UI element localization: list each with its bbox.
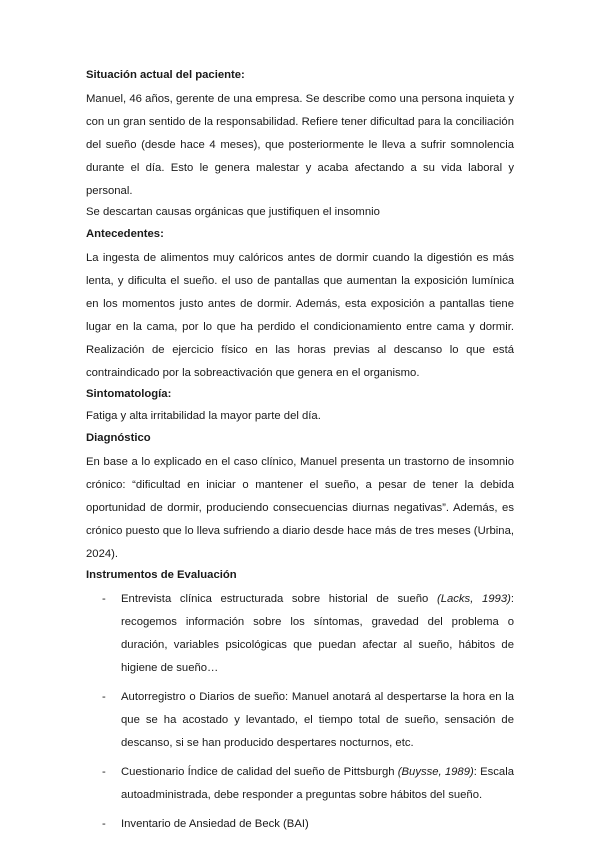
list-item-text-cont: : recogemos información sobre los síntomas, gravedad del problema o duración, variables psicológicas que puedan afectar al sueño, hábitos de higiene de sueño… xyxy=(121,593,515,674)
instrumentos-list xyxy=(86,588,514,836)
list-item-text: Inventario de Ansiedad de Beck (BAI) xyxy=(121,818,309,830)
list-item-text: Entrevista clínica estructurada sobre historial de sueño xyxy=(121,593,437,605)
list-item xyxy=(86,686,514,755)
antecedentes-paragraph: La ingesta de alimentos muy calóricos antes de dormir cuando la digestión es más lenta, y dificulta el sueño. el uso de pantallas que aumentan la exposición lumínica en los momentos justo antes de dormir. Además, esta exposición a pantallas tiene lugar en la cama, por lo que ha perdido el condicionamiento entre cama y dormir. Realización de ejercicio físico en las horas previas al descanso lo que está contraindicado por la sobreactivación que genera en el organismo. xyxy=(86,252,514,379)
section-heading-sintomatologia: Sintomatología: xyxy=(86,388,172,400)
section-heading-antecedentes: Antecedentes: xyxy=(86,228,164,240)
dash-bullet: - xyxy=(102,818,106,830)
dash-bullet: - xyxy=(102,593,106,605)
document-body xyxy=(86,66,514,842)
list-item xyxy=(86,761,514,807)
sintomatologia-paragraph: Fatiga y alta irritabilidad la mayor parte del día. xyxy=(86,410,321,422)
list-item xyxy=(86,588,514,680)
list-item-text: Autorregistro o Diarios de sueño: Manuel anotará al despertarse la hora en la que se ha acostado y levantado, el tiempo total de sueño, sensación de descanso, si se han producido despertares nocturnos, etc. xyxy=(121,691,514,749)
citation: (Buysse, 1989) xyxy=(397,766,474,778)
list-item-text: Cuestionario Índice de calidad del sueño de Pittsburgh xyxy=(121,766,398,778)
section-heading-situacion: Situación actual del paciente: xyxy=(86,69,245,81)
list-item xyxy=(86,813,514,836)
citation: (Lacks, 1993) xyxy=(436,593,511,605)
list-item-text-cont: : Escala autoadministrada, debe responder a preguntas sobre hábitos del sueño. xyxy=(121,766,515,801)
dash-bullet: - xyxy=(102,766,106,778)
diagnostico-paragraph: En base a lo explicado en el caso clínico, Manuel presenta un trastorno de insomnio crónico: “dificultad en iniciar o mantener el sueño, a pesar de tener la debida oportunidad de dormir, produciendo consecuencias diurnas negativas”. Además, es crónico puesto que lo lleva sufriendo a diario desde hace más de tres meses (Urbina, 2024). xyxy=(86,456,514,560)
dash-bullet: - xyxy=(102,691,106,703)
section-heading-instrumentos: Instrumentos de Evaluación xyxy=(86,569,237,581)
section-heading-diagnostico: Diagnóstico xyxy=(86,432,151,444)
situacion-note: Se descartan causas orgánicas que justifiquen el insomnio xyxy=(86,206,380,218)
situacion-paragraph: Manuel, 46 años, gerente de una empresa. Se describe como una persona inquieta y con un gran sentido de la responsabilidad. Refiere tener dificultad para la conciliación del sueño (desde hace 4 meses), que posteriormente le lleva a sufrir somnolencia durante el día. Esto le genera malestar y acaba afectando a su vida laboral y personal. xyxy=(86,93,514,197)
